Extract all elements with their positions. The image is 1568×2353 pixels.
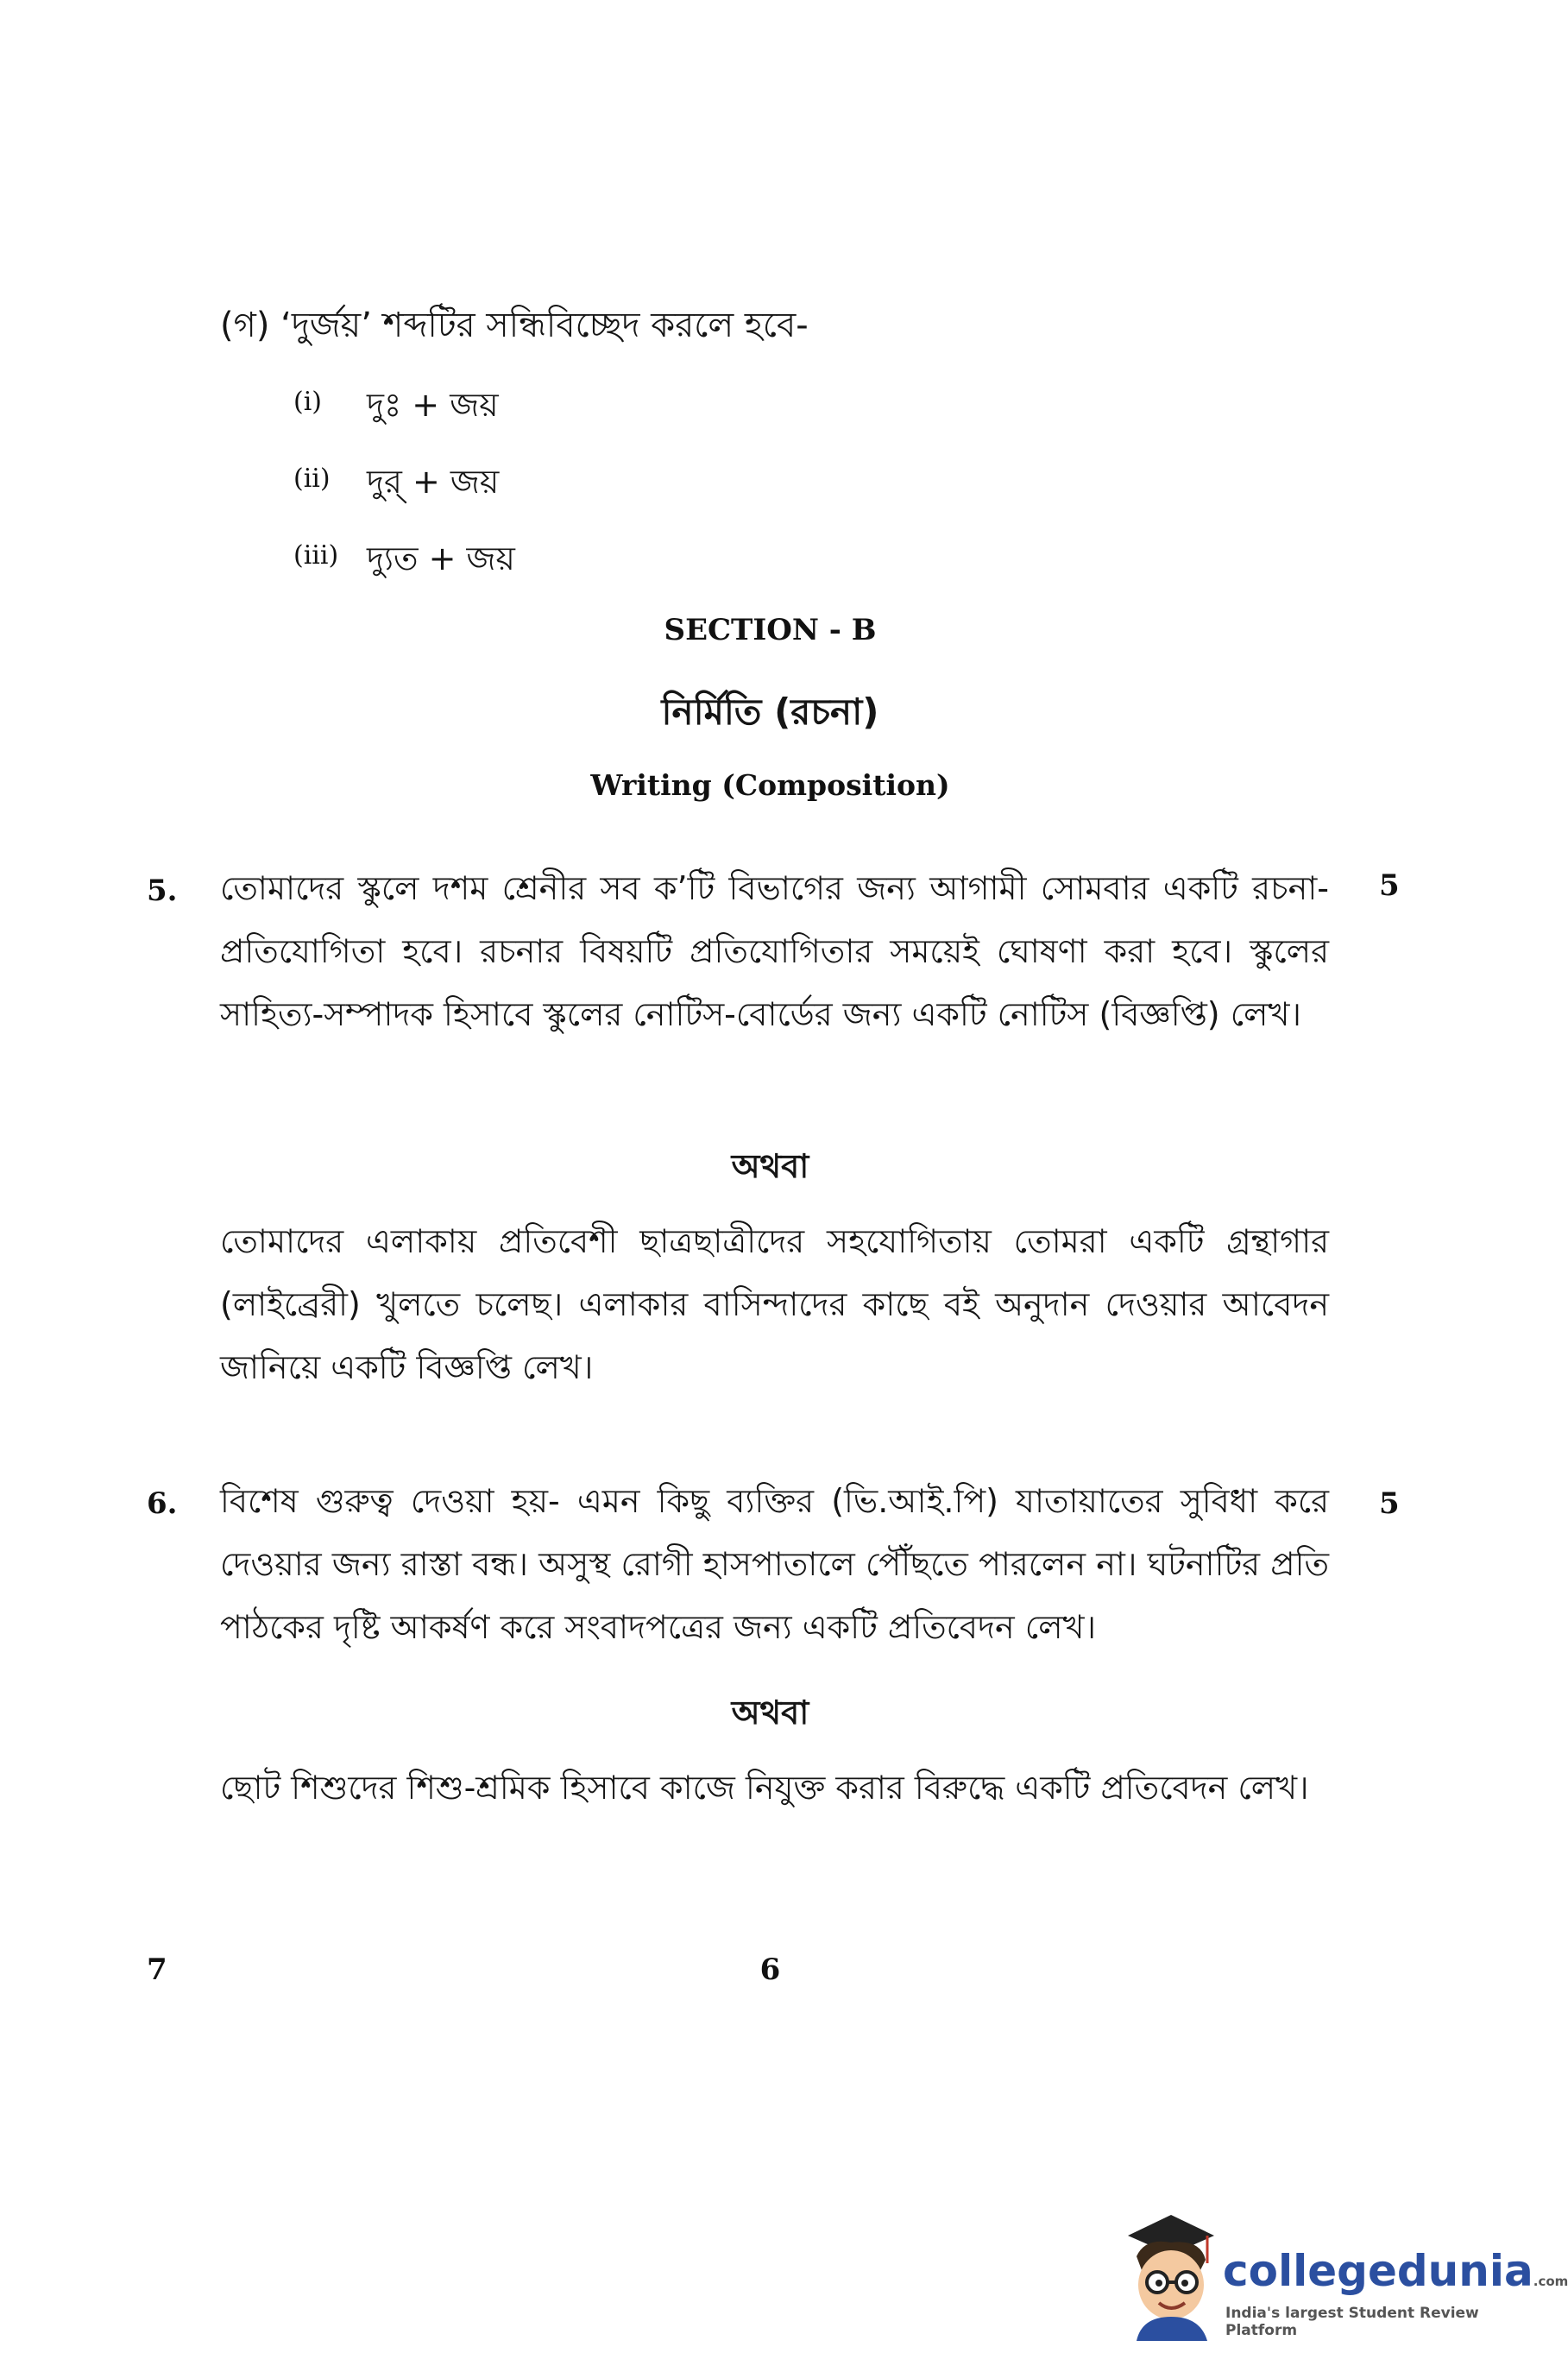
- question-number: 5.: [147, 874, 178, 908]
- option-label: (i): [293, 387, 323, 417]
- option-text: দ্যুত + জয়: [367, 539, 515, 577]
- question-marks: 5: [1379, 1486, 1400, 1521]
- section-heading: SECTION - B: [664, 613, 877, 647]
- question-alt-text: তোমাদের এলাকায় প্রতিবেশী ছাত্রছাত্রীদের সহযোগিতায় তোমরা একটি গ্রন্থাগার (লাইব্রেরী) খুলতে চলেছ। এলাকার বাসিন্দাদের কাছে বই অনুদান দেওয়ার আবেদন জানিয়ে একটি বিজ্ঞপ্তি লেখ।: [220, 1222, 1329, 1386]
- page-number: 6: [759, 1952, 781, 1987]
- footer-code: 7: [147, 1952, 167, 1987]
- section-bengali-title: নির্মিতি (রচনা): [661, 691, 879, 733]
- option-label: (iii): [293, 540, 339, 571]
- or-separator: অথবা: [731, 1147, 809, 1185]
- question-marks: 5: [1379, 868, 1400, 903]
- question-alt-text: ছোট শিশুদের শিশু-শ্রমিক হিসাবে কাজে নিযুক্ত করার বিরুদ্ধে একটি প্রতিবেদন লেখ।: [220, 1769, 1309, 1807]
- brand-name: [1223, 2246, 1568, 2296]
- brand-suffix: .com: [1533, 2274, 1568, 2289]
- brand-text: collegedunia: [1223, 2246, 1533, 2296]
- option-label: (ii): [293, 464, 331, 494]
- option-text: দুঃ + জয়: [367, 386, 499, 424]
- q4c-stem: (গ) ‘দুর্জয়’ শব্দটির সন্ধিবিচ্ছেদ করলে হবে-: [220, 306, 809, 345]
- student-mascot-icon: [1111, 2203, 1223, 2341]
- question-number: 6.: [147, 1486, 178, 1521]
- or-separator: অথবা: [731, 1694, 809, 1732]
- question-text: তোমাদের স্কুলে দশম শ্রেনীর সব ক’টি বিভাগের জন্য আগামী সোমবার একটি রচনা-প্রতিযোগিতা হবে। রচনার বিষয়টি প্রতিযোগিতার সময়েই ঘোষণা করা হবে। স্কুলের সাহিত্য-সম্পাদক হিসাবে স্কুলের নোটিস-বোর্ডের জন্য একটি নোটিস (বিজ্ঞপ্তি) লেখ।: [220, 869, 1329, 1033]
- question-text: বিশেষ গুরুত্ব দেওয়া হয়- এমন কিছু ব্যক্তির (ভি.আই.পি) যাতায়াতের সুবিধা করে দেওয়ার জন্য রাস্তা বন্ধ। অসুস্থ রোগী হাসপাতালে পৌঁছতে পারলেন না। ঘটনাটির প্রতি পাঠকের দৃষ্টি আকর্ষণ করে সংবাদপত্রের জন্য একটি প্রতিবেদন লেখ।: [220, 1482, 1329, 1646]
- option-text: দুর্ + জয়: [367, 463, 500, 501]
- section-english-title: Writing (Composition): [590, 768, 950, 802]
- collegedunia-watermark: [1111, 2203, 1568, 2341]
- brand-tagline: India's largest Student Review Platform: [1225, 2305, 1479, 2339]
